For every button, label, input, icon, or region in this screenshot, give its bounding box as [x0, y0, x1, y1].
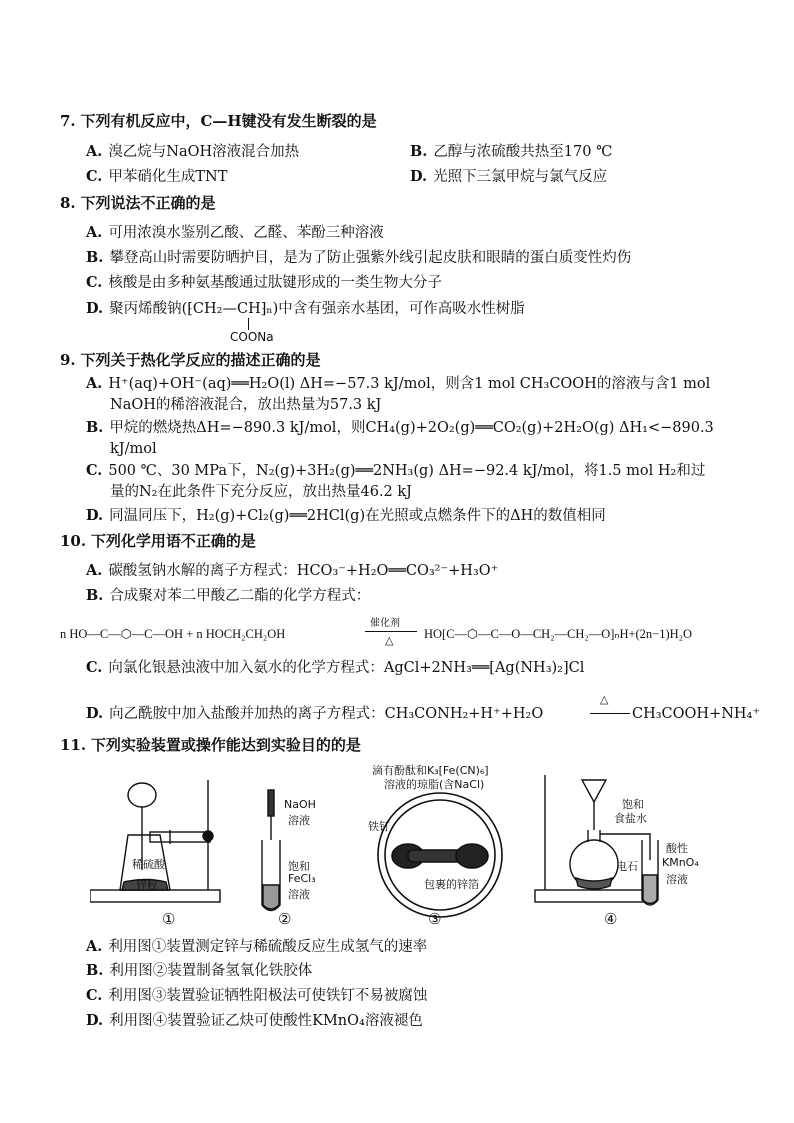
q10-option-a — [86, 560, 498, 582]
option-text: 500 ℃、30 MPa下，N₂(g)+3H₂(g)══2NH₃(g) ΔH=−92.4 kJ/mol，将1.5 mol H₂和过 — [108, 463, 706, 479]
q9-option-b-cont: kJ/mol — [110, 441, 157, 457]
option-text: 向氯化银悬浊液中加入氨水的化学方程式：AgCl+2NH₃══[Ag(NH₃)₂]Cl — [108, 660, 585, 676]
question-number: 10. — [60, 532, 87, 550]
figure-4-apparatus — [535, 775, 658, 905]
option-text: 光照下三氯甲烷与氯气反应 — [433, 169, 608, 185]
option-label: D. — [86, 705, 104, 722]
option-label: C. — [86, 659, 103, 676]
equation-heat: △ — [385, 635, 394, 647]
fig3-label-nail: 铁钉 — [368, 820, 390, 833]
question-9-stem — [60, 349, 320, 371]
q11-option-c — [86, 985, 427, 1007]
structure-bond-line — [248, 318, 251, 330]
q9-option-a — [86, 373, 710, 395]
dropper-bulb — [268, 790, 274, 816]
zinc-foil-right — [456, 844, 488, 868]
option-text: 核酸是由多种氨基酸通过肽键形成的一类生物大分子 — [108, 275, 442, 291]
q10-option-d — [86, 703, 543, 725]
figure-2-number: ② — [278, 910, 292, 928]
q10-option-c — [86, 657, 584, 679]
q10-option-d-tail: CH₃COOH+NH₄⁺ — [632, 706, 761, 722]
option-label: B. — [86, 249, 104, 266]
fig3-label-agar2: 溶液的琼脂(含NaCl) — [384, 778, 485, 791]
q11-option-d — [86, 1010, 423, 1032]
option-label: A. — [86, 562, 103, 579]
figure-2-apparatus — [262, 790, 280, 911]
q9-option-d — [86, 505, 606, 527]
question-text: 下列化学用语不正确的是 — [90, 532, 256, 550]
option-text: 甲苯硝化生成TNT — [108, 169, 228, 185]
question-8-stem — [60, 192, 215, 214]
separatory-funnel — [582, 780, 606, 802]
option-text: H⁺(aq)+OH⁻(aq)══H₂O(l) ΔH=−57.3 kJ/mol，则含1 mol CH₃COOH的溶液与含1 mol — [108, 376, 711, 392]
option-text: 溴乙烷与NaOH溶液混合加热 — [108, 144, 300, 160]
calcium-carbide — [576, 878, 612, 889]
option-text: 向乙酰胺中加入盐酸并加热的离子方程式：CH₃CONH₂+H⁺+H₂O — [109, 706, 544, 722]
equation-arrow — [365, 631, 417, 632]
funnel-bulb — [128, 783, 156, 807]
question-number: 9. — [60, 351, 76, 369]
figure-3-apparatus — [378, 793, 502, 917]
option-label: C. — [86, 462, 103, 479]
question-text: 下列实验装置或操作能达到实验目的的是 — [90, 736, 361, 754]
fig2-label-naoh: NaOH — [284, 798, 316, 811]
figure-4-number: ④ — [604, 910, 618, 928]
fig3-label-agar: 滴有酚酞和K₃[Fe(CN)₆] — [372, 764, 489, 777]
syringe — [150, 832, 210, 842]
tube-liquid — [263, 885, 279, 909]
option-label: B. — [410, 143, 428, 160]
option-label: D. — [410, 168, 428, 185]
option-text: 利用图①装置测定锌与稀硫酸反应生成氢气的速率 — [108, 939, 428, 955]
question-text: 下列有机反应中，C—H键没有发生断裂的是 — [80, 112, 377, 130]
question-number: 7. — [60, 112, 76, 130]
option-text: 利用图④装置验证乙炔可使酸性KMnO₄溶液褪色 — [109, 1013, 423, 1029]
fig4-label-solution: 溶液 — [666, 873, 688, 886]
option-label: B. — [86, 587, 104, 604]
base-plate-4 — [535, 890, 645, 902]
fig1-label-acid: 稀硫酸 — [132, 858, 165, 871]
fig4-label-acidic: 酸性 — [666, 842, 688, 855]
option-label: A. — [86, 143, 103, 160]
figure-1-number: ① — [162, 910, 176, 928]
equation-catalyst: 催化剂 — [370, 618, 400, 629]
option-label: A. — [86, 375, 103, 392]
option-label: C. — [86, 274, 103, 291]
option-label: A. — [86, 938, 103, 955]
option-text: 乙醇与浓硫酸共热至170 ℃ — [433, 144, 613, 160]
q8-option-d — [86, 298, 525, 320]
kmno4-liquid — [643, 875, 657, 904]
fig3-label-zinc: 包裹的锌箔 — [424, 878, 479, 891]
question-10-stem — [60, 530, 256, 552]
fig2-label-solution: 溶液 — [288, 814, 310, 827]
fig1-label-zinc: 锌粒 — [136, 878, 158, 891]
q11-option-b — [86, 960, 312, 982]
equation-b-left: n HO—C—⬡—C—OH + n HOCH₂CH₂OH — [60, 627, 286, 641]
equation-d-heat: △ — [600, 694, 609, 706]
question-text: 下列说法不正确的是 — [80, 194, 216, 212]
q9-option-a-cont: NaOH的稀溶液混合，放出热量为57.3 kJ — [110, 397, 382, 413]
option-label: D. — [86, 1012, 104, 1029]
option-label: B. — [86, 962, 104, 979]
option-text: 攀登高山时需要防晒护目，是为了防止强紫外线引起皮肤和眼睛的蛋白质变性灼伤 — [109, 250, 632, 266]
option-text: 同温同压下，H₂(g)+Cl₂(g)══2HCl(g)在光照或点燃条件下的ΔH的数值相同 — [109, 508, 606, 524]
question-11-stem — [60, 734, 361, 756]
option-text: 可用浓溴水鉴别乙酸、乙醛、苯酚三种溶液 — [108, 225, 384, 241]
q7-option-c — [86, 166, 227, 188]
fig4-label-saturated: 饱和 — [622, 798, 644, 811]
q11-option-a — [86, 936, 427, 958]
figure-3-number: ③ — [428, 910, 442, 928]
equation-b-right: HO[C—⬡—C—O—CH₂—CH₂—O]ₙH+(2n−1)H₂O — [424, 627, 693, 641]
q9-option-b — [86, 417, 714, 439]
option-label: C. — [86, 168, 103, 185]
option-label: D. — [86, 300, 104, 317]
option-text: 利用图③装置验证牺牲阳极法可使铁钉不易被腐蚀 — [108, 988, 428, 1004]
option-label: B. — [86, 419, 104, 436]
option-text: 合成聚对苯二甲酸乙二酯的化学方程式： — [109, 588, 371, 604]
q7-option-a — [86, 141, 299, 163]
option-text: 甲烷的燃烧热ΔH=−890.3 kJ/mol，则CH₄(g)+2O₂(g)══CO₂(g)+2H₂O(g) ΔH₁<−890.3 — [109, 420, 714, 436]
option-label: A. — [86, 224, 103, 241]
option-text: 利用图②装置制备氢氧化铁胶体 — [109, 963, 313, 979]
fig4-label-brine: 食盐水 — [614, 812, 647, 825]
structure-substituent: COONa — [230, 330, 274, 344]
q8-option-a — [86, 222, 384, 244]
equation-d-arrow — [590, 713, 630, 714]
option-label: C. — [86, 987, 103, 1004]
q7-option-b — [410, 141, 612, 163]
option-text: 聚丙烯酸钠(⁅CH₂—CH⁆ₙ)中含有强亲水基团，可作高吸水性树脂 — [109, 301, 525, 317]
q9-option-c-cont: 量的N₂在此条件下充分反应，放出热量46.2 kJ — [110, 484, 412, 500]
option-label: D. — [86, 507, 104, 524]
option-text: 碳酸氢钠水解的离子方程式：HCO₃⁻+H₂O══CO₃²⁻+H₃O⁺ — [108, 563, 499, 579]
question-number: 11. — [60, 736, 87, 754]
fig4-label-kmno4: KMnO₄ — [662, 856, 699, 869]
question-number: 8. — [60, 194, 76, 212]
clamp — [203, 831, 213, 841]
fig2-label-saturated: 饱和 — [288, 860, 310, 873]
q7-option-d — [410, 166, 607, 188]
question-text: 下列关于热化学反应的描述正确的是 — [80, 351, 321, 369]
q8-option-b — [86, 247, 631, 269]
question-7-stem — [60, 110, 377, 132]
fig4-label-carbide: 电石 — [616, 860, 638, 873]
q9-option-c — [86, 460, 705, 482]
fig2-label-fecl3: FeCl₃ — [288, 872, 316, 885]
fig2-label-solution2: 溶液 — [288, 888, 310, 901]
q10-option-b — [86, 585, 370, 607]
q8-option-c — [86, 272, 442, 294]
